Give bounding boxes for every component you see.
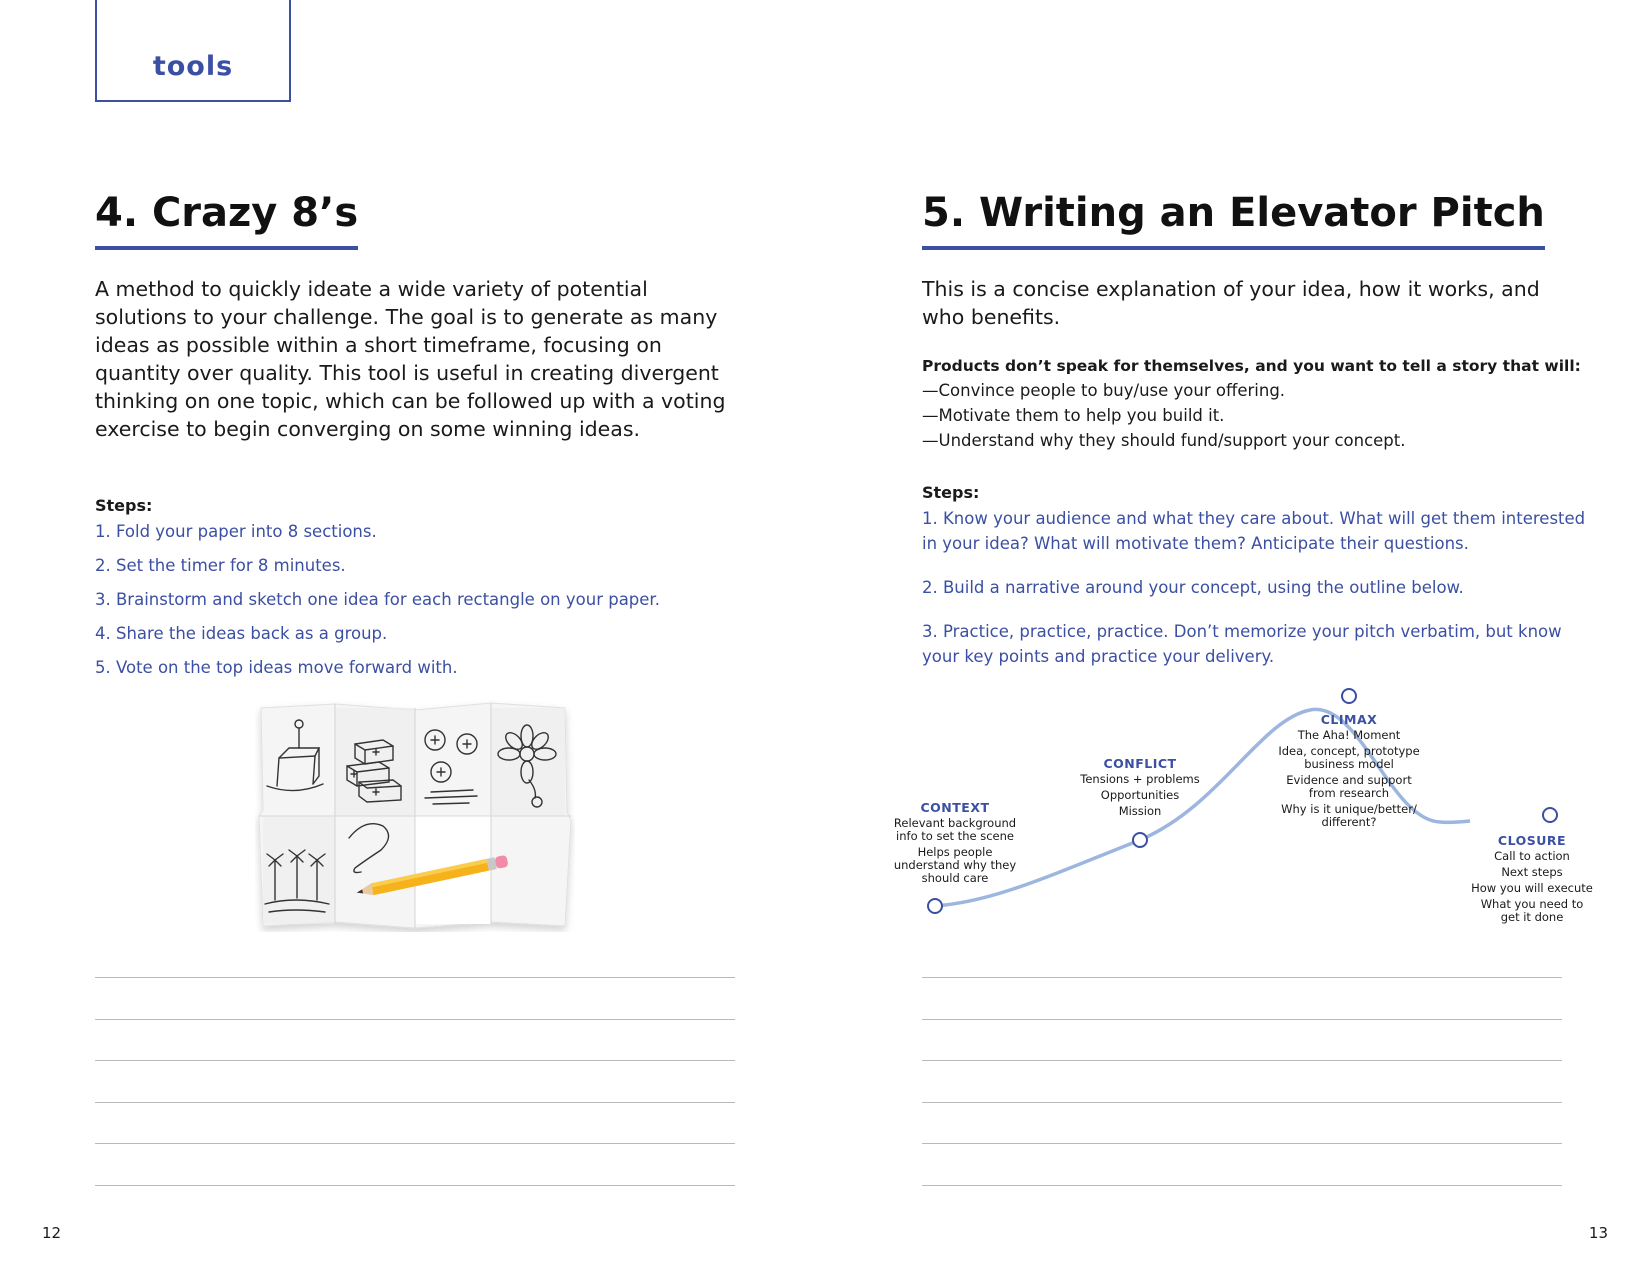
closure-text: Next steps (1501, 865, 1563, 879)
conflict-node (1133, 833, 1147, 847)
writing-line (922, 1019, 1562, 1020)
writing-line (95, 1185, 735, 1186)
writing-line (95, 1060, 735, 1061)
climax-text: Idea, concept, prototype (1278, 744, 1420, 758)
right-bullet-2: —Motivate them to help you build it. (922, 406, 1225, 425)
crazy-8s-folded-paper-illustration (255, 700, 575, 932)
conflict-text: Mission (1118, 804, 1162, 818)
climax-text: business model (1304, 757, 1394, 771)
context-text: should care (921, 871, 989, 885)
left-page-number: 12 (42, 1224, 62, 1242)
closure-heading: CLOSURE (1497, 833, 1567, 848)
climax-text: different? (1321, 815, 1377, 829)
writing-line (95, 1102, 735, 1103)
conflict-text: Tensions + problems (1080, 772, 1200, 786)
context-text: understand why they (893, 858, 1017, 872)
conflict-text: Opportunities (1100, 788, 1180, 802)
closure-text: What you need to (1480, 897, 1584, 911)
context-text: Relevant background (893, 816, 1017, 830)
right-step-2: 2. Build a narrative around your concept, using the outline below. (922, 578, 1464, 597)
closure-text: How you will execute (1471, 881, 1593, 895)
right-page-number: 13 (1588, 1224, 1608, 1242)
writing-line (922, 1060, 1562, 1061)
writing-line (922, 1185, 1562, 1186)
right-page-title: 5. Writing an Elevator Pitch (922, 190, 1545, 250)
writing-line (95, 1143, 735, 1144)
closure-label (1457, 834, 1607, 924)
climax-text: Why is it unique/better/ (1281, 802, 1417, 816)
climax-text: The Aha! Moment (1297, 728, 1401, 742)
left-lead-paragraph: A method to quickly ideate a wide variety of potential solutions to your challenge. The goal is to generate as many ideas as possible within a short timeframe, focusing on quantity over quality. This tool is useful in creating divergent thinking on one topic, which can be followed up with a voting exercise to begin converging on some winning ideas. (95, 277, 726, 441)
left-step-5: 5. Vote on the top ideas move forward with. (95, 658, 458, 677)
climax-heading: CLIMAX (1320, 712, 1378, 727)
right-bullet-3: —Understand why they should fund/support your concept. (922, 431, 1406, 450)
left-step-3: 3. Brainstorm and sketch one idea for each rectangle on your paper. (95, 590, 660, 609)
context-text: Helps people (917, 845, 993, 859)
closure-text: Call to action (1494, 849, 1570, 863)
section-tag (95, 0, 291, 102)
context-heading: CONTEXT (920, 800, 990, 815)
conflict-label (1065, 757, 1215, 818)
climax-text: Evidence and support (1286, 773, 1412, 787)
context-label (880, 801, 1030, 885)
climax-node (1342, 689, 1356, 703)
writing-line (922, 977, 1562, 978)
writing-line (95, 1019, 735, 1020)
right-steps-label: Steps: (922, 483, 980, 502)
left-step-2: 2. Set the timer for 8 minutes. (95, 556, 346, 575)
writing-line (95, 977, 735, 978)
conflict-heading: CONFLICT (1103, 756, 1177, 771)
left-steps-label: Steps: (95, 496, 153, 515)
closure-node (1543, 808, 1557, 822)
left-step-1: 1. Fold your paper into 8 sections. (95, 522, 377, 541)
context-text: info to set the scene (896, 829, 1014, 843)
right-step-3: 3. Practice, practice, practice. Don’t memorize your pitch verbatim, but know your key points and practice your delivery. (922, 622, 1562, 666)
right-step-1: 1. Know your audience and what they care about. What will get them interested in your idea? What will motivate them? Anticipate their questions. (922, 509, 1586, 553)
closure-text: get it done (1500, 910, 1564, 924)
writing-line (922, 1102, 1562, 1103)
right-lead-paragraph: This is a concise explanation of your idea, how it works, and who benefits. (922, 277, 1540, 329)
right-intro-bold: Products don’t speak for themselves, and you want to tell a story that will: (922, 357, 1581, 375)
context-node (928, 899, 942, 913)
left-page-title: 4. Crazy 8’s (95, 190, 358, 250)
right-bullet-1: —Convince people to buy/use your offering. (922, 381, 1286, 400)
climax-label (1264, 713, 1434, 829)
left-step-4: 4. Share the ideas back as a group. (95, 624, 388, 643)
climax-text: from research (1308, 786, 1390, 800)
writing-line (922, 1143, 1562, 1144)
section-tag-label: tools (152, 51, 234, 82)
